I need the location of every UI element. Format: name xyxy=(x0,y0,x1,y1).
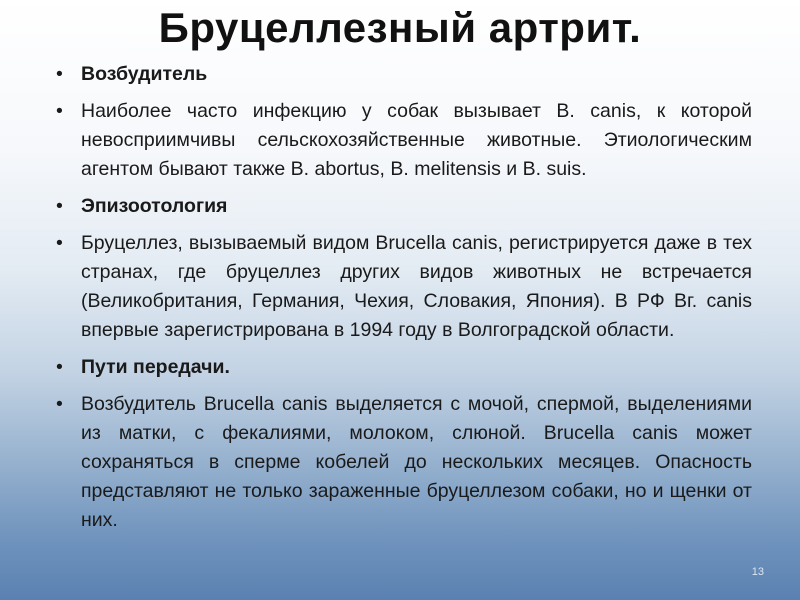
bullet-text-pathogen: • Наиболее часто инфекцию у собак вызывает B. canis, к которой невосприимчивы сельскохозяйственные животные. Этиологическим агентом бывают также B. abortus, B. melitensis и B. suis. xyxy=(56,97,752,184)
slide-content xyxy=(56,60,752,543)
page-number: 13 xyxy=(751,566,764,578)
bullet-heading-transmission: • Пути передачи. xyxy=(56,353,752,382)
bullet-heading-epizootology: • Эпизоотология xyxy=(56,192,752,221)
bullet-text-transmission: • Возбудитель Brucella canis выделяется с мочой, спермой, выделениями из матки, с фекалиями, молоком, слюной. Brucella canis может сохраняться в сперме кобелей до нескольких месяцев. Опасность представляют не только зараженные бруцеллезом собаки, но и щенки от них. xyxy=(56,390,752,535)
bullet-heading-pathogen: • Возбудитель xyxy=(56,60,752,89)
bullet-text-epizootology: • Бруцеллез, вызываемый видом Brucella canis, регистрируется даже в тех странах, где бруцеллез других видов животных не встречается (Великобритания, Германия, Чехия, Словакия, Япония). В РФ Вг. canis впервые зарегистрирована в 1994 году в Волгоградской области. xyxy=(56,229,752,345)
slide-title: Бруцеллезный артрит. xyxy=(158,4,642,51)
